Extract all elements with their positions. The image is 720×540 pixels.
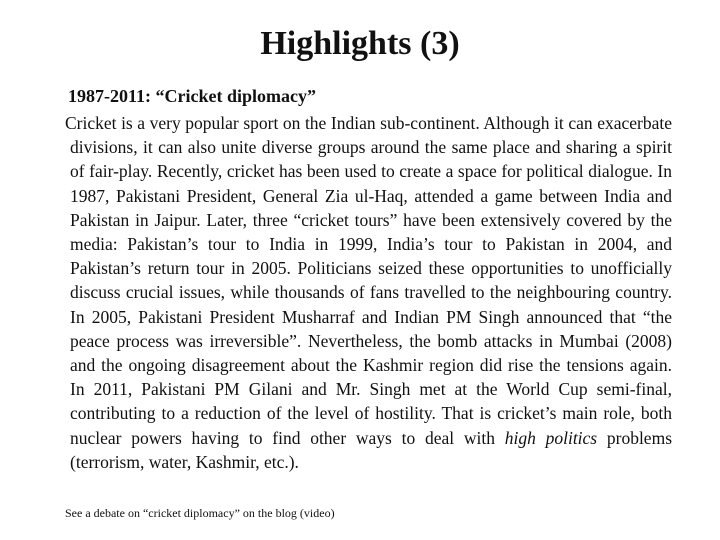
body-paragraph-main: Cricket is a very popular sport on the Indian sub-continent. Although it can exacerbate divisions, it can also unite diverse groups around the same place and sharing a spirit of fair-play. Recently, cricket has been used to create a space for political dialogue. In 1987, Pakistani President, General Zia ul-Haq, attended a game between India and Pakistan in Jaipur. Later, three “cricket tours” have been extensively covered by the media: Pakistan’s tour to India in 1999, India’s tour to Pakistan in 2004, and Pakistan’s return tour in 2005. Politicians seized these opportunities to unofficially discuss crucial issues, while thousands of fans travelled to the neighbouring country. In 2005, Pakistani President Musharraf and Indian PM Singh announced that “the peace process was irreversible”. Nevertheless, the bomb attacks in Mumbai (2008) and the ongoing disagreement about the Kashmir region did rise the tensions again. In 2011, Pakistani PM Gilani and Mr. Singh met at the World Cup semi-final, contributing to a reduction of the level of hostility. That is cricket’s main role, both nuclear powers having to find other ways to deal with [65,113,672,448]
body-paragraph-italic: high politics [504,427,598,448]
body-paragraph-end: problems (terrorism, water, Kashmir, etc.). [70,427,673,472]
slide-subtitle: 1987-2011: “Cricket diplomacy” [68,86,316,106]
footnote: See a debate on “cricket diplomacy” on the blog (video) [65,506,335,520]
slide-title: Highlights (3) [260,25,460,62]
body-paragraph [65,111,672,474]
